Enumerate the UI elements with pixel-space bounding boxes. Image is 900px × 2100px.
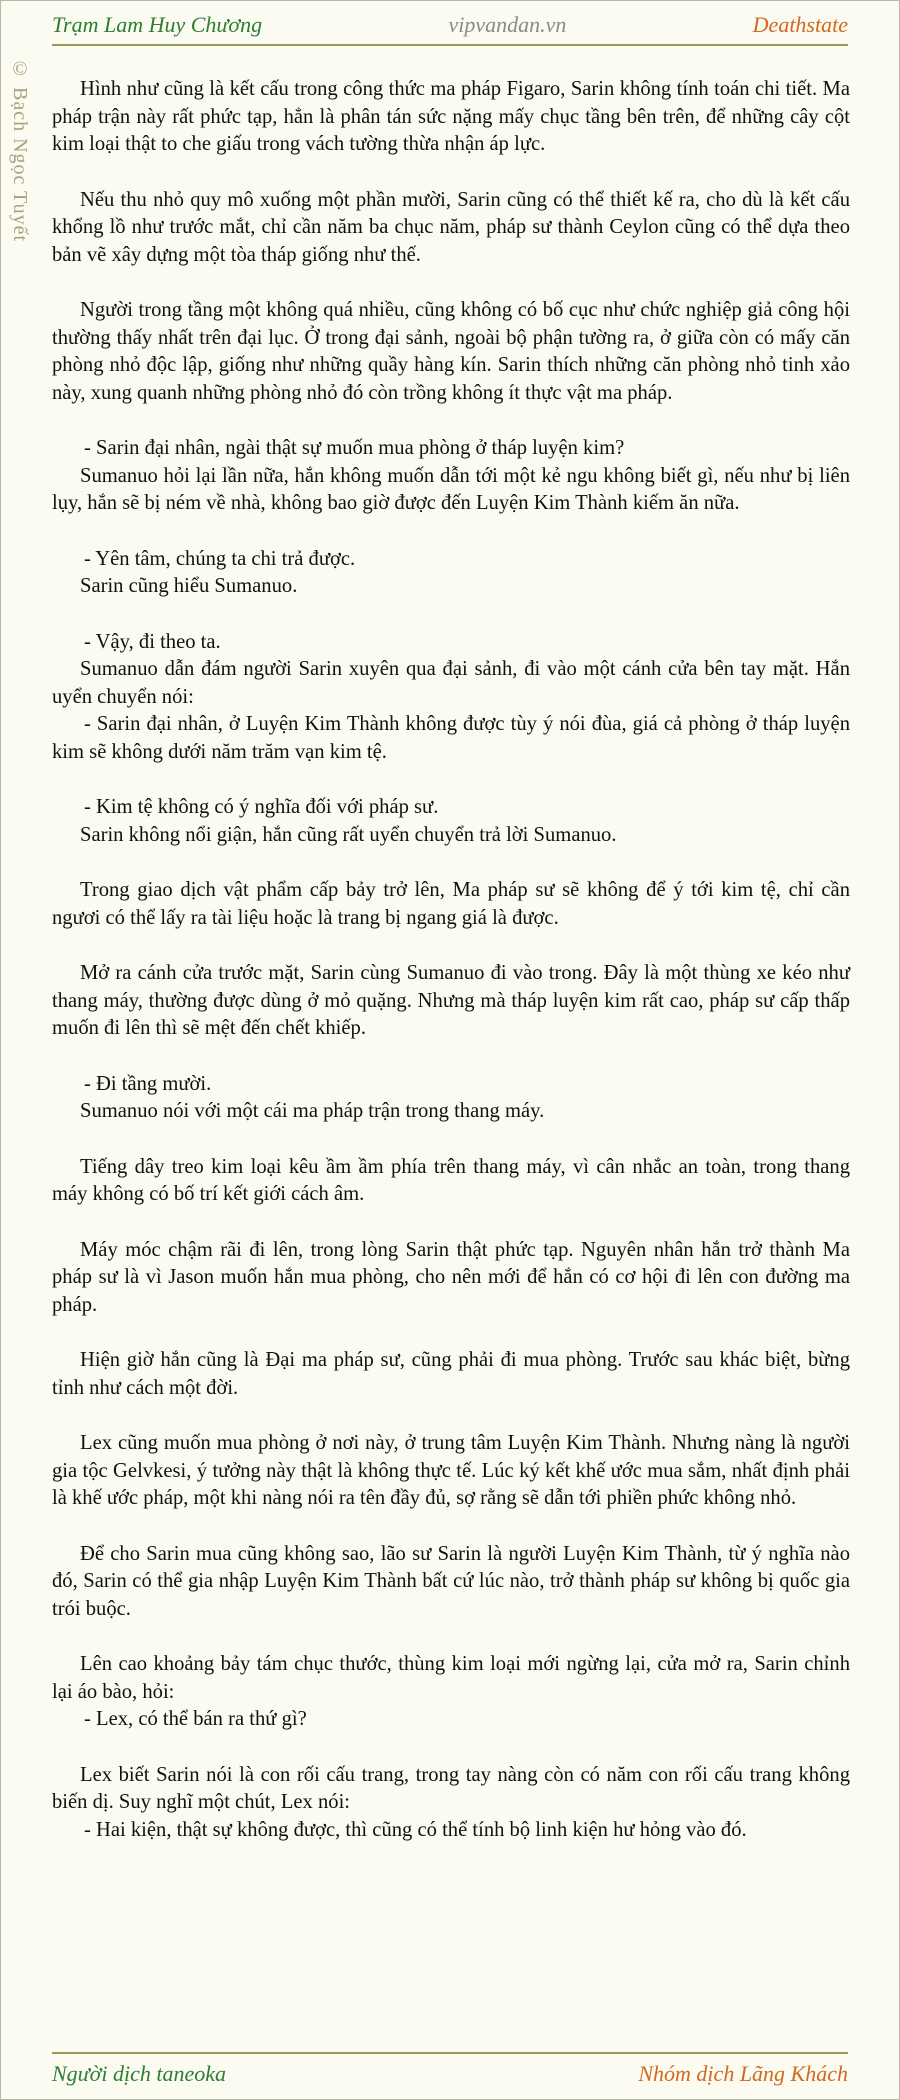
header-book-title: Trạm Lam Huy Chương bbox=[52, 12, 263, 37]
dialogue-line: - Đi tầng mười. bbox=[84, 1072, 212, 1095]
paragraph: Sumanuo hỏi lại lần nữa, hắn không muốn dẫn tới một kẻ ngu không biết gì, nếu như bị liên lụy, hắn sẽ bị ném về nhà, không bao giờ được đến Luyện Kim Thành kiếm ăn nữa. bbox=[52, 464, 850, 514]
paragraph: Sumanuo dẫn đám người Sarin xuyên qua đại sảnh, đi vào một cánh cửa bên tay mặt. Hắn uyển chuyển nói: bbox=[52, 658, 850, 708]
paragraph: Nếu thu nhỏ quy mô xuống một phần mười, Sarin cũng có thể thiết kế ra, cho dù là kết cấu khổng lồ như trước mắt, chỉ cần năm ba chục năm, pháp sư thành Ceylon cũng có thể dựa theo bản vẽ xây dựng một tòa tháp giống như thế. bbox=[52, 188, 850, 266]
paragraph: Máy móc chậm rãi đi lên, trong lòng Sarin thật phức tạp. Nguyên nhân hắn trở thành Ma pháp sư là vì Jason muốn hắn mua phòng, cho nên mới để hắn có cơ hội đi lên con đường ma pháp. bbox=[52, 1238, 850, 1316]
dialogue-line: - Sarin đại nhân, ở Luyện Kim Thành không được tùy ý nói đùa, giá cả phòng ở tháp luyện kim sẽ không dưới năm trăm vạn kim tệ. bbox=[52, 713, 850, 763]
footer-group: Nhóm dịch Lãng Khách bbox=[638, 2061, 848, 2086]
dialogue-line: - Vậy, đi theo ta. bbox=[84, 630, 221, 653]
header-author: Deathstate bbox=[752, 12, 848, 37]
paragraph: Trong giao dịch vật phẩm cấp bảy trở lên, Ma pháp sư sẽ không để ý tới kim tệ, chỉ cần ngươi có thể lấy ra tài liệu hoặc là trang bị ngang giá là được. bbox=[52, 879, 850, 929]
dialogue-line: - Sarin đại nhân, ngài thật sự muốn mua phòng ở tháp luyện kim? bbox=[84, 437, 625, 459]
paragraph: Lex biết Sarin nói là con rối cấu trang, trong tay nàng còn có năm con rối cấu trang không biến dị. Suy nghĩ một chút, Lex nói: bbox=[52, 1763, 850, 1813]
side-watermark: © Bạch Ngọc Tuyết bbox=[9, 58, 31, 242]
dialogue-line: - Yên tâm, chúng ta chi trả được. bbox=[84, 547, 356, 570]
paragraph: Sarin không nổi giận, hắn cũng rất uyển chuyển trả lời Sumanuo. bbox=[80, 823, 617, 846]
footer-translator: Người dịch taneoka bbox=[52, 2061, 227, 2086]
footer-divider bbox=[52, 2052, 848, 2054]
paragraph: Tiếng dây treo kim loại kêu ầm ầm phía trên thang máy, vì cân nhắc an toàn, trong thang máy không có bố trí kết giới cách âm. bbox=[52, 1155, 850, 1205]
paragraph: Lên cao khoảng bảy tám chục thước, thùng kim loại mới ngừng lại, cửa mở ra, Sarin chỉnh lại áo bào, hỏi: bbox=[52, 1653, 850, 1703]
paragraph: Để cho Sarin mua cũng không sao, lão sư Sarin là người Luyện Kim Thành, từ ý nghĩa nào đó, Sarin có thể gia nhập Luyện Kim Thành bất cứ lúc nào, trở thành pháp sư không bị quốc gia trói buộc. bbox=[52, 1542, 850, 1620]
paragraph: Người trong tầng một không quá nhiều, cũng không có bố cục như chức nghiệp giả công hội thường thấy nhất trên đại lục. Ở trong đại sảnh, ngoài bộ phận tường ra, ở giữa còn có mấy căn phòng nhỏ độc lập, giống như những quầy hàng kín. Sarin thích những căn phòng nhỏ tinh xảo này, xung quanh những phòng nhỏ đó còn trồng không ít thực vật ma pháp. bbox=[52, 299, 850, 404]
paragraph: Sarin cũng hiểu Sumanuo. bbox=[80, 575, 298, 597]
chapter-body bbox=[52, 76, 850, 1872]
header-divider bbox=[52, 44, 848, 46]
dialogue-line: - Lex, có thể bán ra thứ gì? bbox=[84, 1708, 307, 1730]
dialogue-line: - Hai kiện, thật sự không được, thì cũng có thể tính bộ linh kiện hư hỏng vào đó. bbox=[84, 1818, 747, 1841]
page-header bbox=[52, 8, 848, 42]
page-footer bbox=[52, 2057, 848, 2091]
dialogue-line: - Kim tệ không có ý nghĩa đối với pháp sư. bbox=[84, 796, 439, 818]
paragraph: Hình như cũng là kết cấu trong công thức ma pháp Figaro, Sarin không tính toán chi tiết. Ma pháp trận này rất phức tạp, hẳn là phân tán sức nặng mấy chục tầng bên trên, để những cây cột kim loại thật to che giấu trong vách tường thừa nhận áp lực. bbox=[52, 78, 850, 155]
paragraph: Mở ra cánh cửa trước mặt, Sarin cùng Sumanuo đi vào trong. Đây là một thùng xe kéo như thang máy, thường được dùng ở mỏ quặng. Nhưng mà tháp luyện kim rất cao, pháp sư cấp thấp muốn đi lên thì sẽ mệt đến chết khiếp. bbox=[52, 962, 850, 1039]
paragraph: Hiện giờ hắn cũng là Đại ma pháp sư, cũng phải đi mua phòng. Trước sau khác biệt, bừng tỉnh như cách một đời. bbox=[52, 1349, 850, 1399]
header-site-name: vipvandan.vn bbox=[448, 12, 567, 37]
paragraph: Sumanuo nói với một cái ma pháp trận trong thang máy. bbox=[80, 1100, 545, 1122]
paragraph: Lex cũng muốn mua phòng ở nơi này, ở trung tâm Luyện Kim Thành. Nhưng nàng là người gia tộc Gelvkesi, ý tưởng này thật là không thực tế. Lúc ký kết khế ước mua sắm, nhất định phải là khế ước pháp, một khi nàng nói ra tên đầy đủ, sợ rằng sẽ dẫn tới phiền phức không nhỏ. bbox=[52, 1432, 850, 1509]
